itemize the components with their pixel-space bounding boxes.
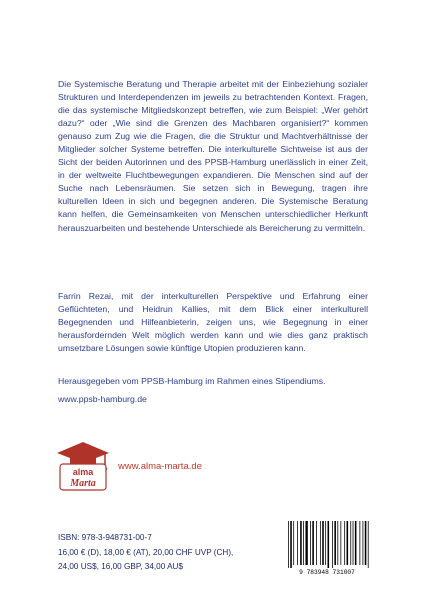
barcode-bar [316, 521, 317, 565]
barcode-bar [350, 521, 351, 565]
isbn-barcode [282, 518, 372, 576]
barcode-bar [328, 521, 330, 568]
barcode-bar [334, 521, 336, 565]
barcode-bar [340, 521, 341, 565]
barcode-bar [344, 521, 345, 565]
barcode-bar [359, 521, 360, 565]
barcode-bar [300, 521, 302, 565]
barcode-bar [290, 521, 292, 568]
barcode-bar [288, 521, 289, 568]
barcode-bar [297, 521, 298, 565]
price-line-2: 24,00 US$, 16,00 GBP, 34,00 AU$ [58, 562, 184, 571]
barcode-bar [353, 521, 354, 565]
barcode-bar [347, 521, 349, 565]
authors-paragraph: Farrin Rezai, mit der interkulturellen Perspektive und Erfahrung einer Geflüchteten, und Heidrun Kallies, mit dem Blick einer interkulturell Begegnenden und Hilfeanbieterin, zeigen uns, wie Begegnung in einer herausfordernden Welt möglich werden kann und wie dies ganz praktisch umsetzbare Lösungen sowie künftige Utopien produzieren kann. [58, 291, 368, 354]
book-info [58, 531, 288, 575]
barcode-bar [332, 521, 333, 568]
barcode-bar [368, 521, 369, 568]
barcode-bar [322, 521, 324, 565]
logo-text-bottom: Marta [70, 478, 96, 489]
price-line-1: 16,00 € (D), 18,00 € (AT), 20,00 CHF UVP (CH), [58, 547, 234, 557]
barcode-bar [303, 521, 304, 565]
barcode-bar [355, 521, 357, 565]
barcode-bar [310, 521, 311, 565]
isbn-text: ISBN: 978-3-948731-00-7 [58, 533, 152, 542]
logo-text-top: alma [72, 467, 94, 477]
barcode-bar [312, 521, 314, 565]
barcode-digits: 9 783948 731007 [299, 569, 355, 576]
intro-paragraph: Die Systemische Beratung und Therapie arbeitet mit der Einbeziehung sozialer Strukturen und Interdependenzen im jeweils zu betrachtenden Kontext. Fragen, die das systemische Mitgliedskonzept betreffen, wie zum Beispiel: „Wer gehört dazu?“ oder „Wie sind die Grenzen des Machbaren organisiert?“ kommen genauso zum Zug wie die Fragen, die die Struktur und Machtverhältnisse der Mitglieder solcher Systeme betreffen. Die interkulturelle Sichtweise ist aus der Sicht der beiden Autorinnen und des PPSB-Hamburg unerlässlich in einer Zeit, in der weltweite Fluchtbewegungen expandieren. Die Menschen sind auf der Suche nach Lebensräumen. Sie setzen sich in Bewegung, tragen ihre kulturellen Ideen in sich und begegnen anderen. Die Systemische Beratung kann helfen, die Gemeinsamkeiten von Menschen unterschiedlicher Herkunft herauszuarbeiten und bestehende Unterschiede als Bereicherung zu vermitteln. [58, 79, 368, 233]
barcode-bar [337, 521, 338, 565]
alma-marta-logo [55, 440, 111, 494]
publisher-url[interactable]: www.alma-marta.de [118, 461, 202, 472]
editor-note: Herausgegeben vom PPSB-Hamburg im Rahmen eines Stipendiums. [58, 376, 326, 386]
barcode-bar [320, 521, 321, 565]
barcode-bar [293, 521, 294, 565]
editor-url: www.ppsb-hamburg.de [58, 394, 147, 404]
barcode-bar [365, 521, 367, 565]
barcode-bar [325, 521, 326, 565]
barcode-bar [305, 521, 307, 565]
barcode-bar [363, 521, 364, 565]
